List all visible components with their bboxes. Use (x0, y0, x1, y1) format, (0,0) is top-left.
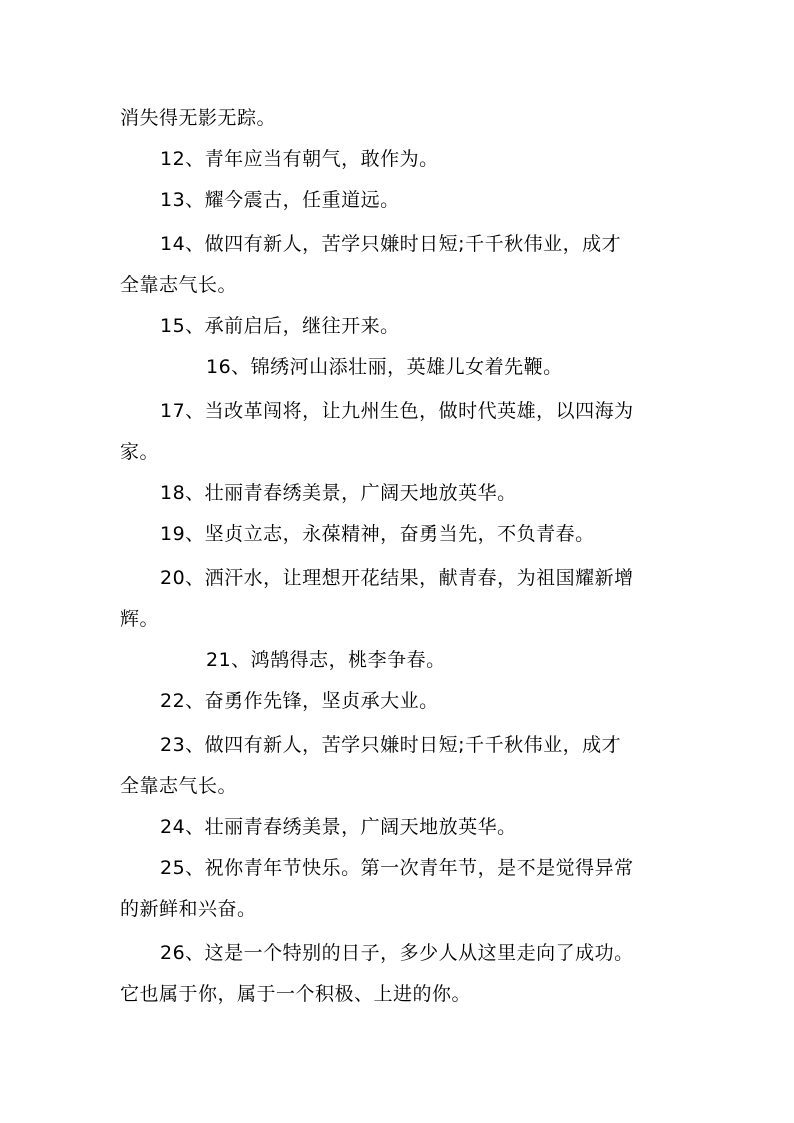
text-line: 13、耀今震古，任重道远。 (160, 189, 400, 211)
text-line: 23、做四有新人，苦学只嫌时日短;千千秋伟业，成才 (160, 734, 622, 756)
text-line: 消失得无影无踪。 (120, 107, 277, 129)
text-line: 的新鲜和兴奋。 (120, 898, 257, 920)
text-line: 辉。 (120, 608, 160, 630)
text-line: 26、这是一个特别的日子，多少人从这里走向了成功。 (160, 942, 634, 964)
text-line: 16、锦绣河山添壮丽，英雄儿女着先鞭。 (206, 356, 563, 378)
text-line: 家。 (120, 441, 160, 463)
text-line: 21、鸿鹄得志，桃李争春。 (206, 649, 446, 671)
text-line: 19、坚贞立志，永葆精神，奋勇当先，不负青春。 (160, 523, 595, 545)
text-line: 全靠志气长。 (120, 775, 238, 797)
text-line: 17、当改革闯将，让九州生色，做时代英雄，以四海为 (160, 400, 634, 422)
text-line: 它也属于你，属于一个积极、上进的你。 (120, 983, 472, 1005)
text-line: 20、洒汗水，让理想开花结果，献青春，为祖国耀新增 (160, 567, 634, 589)
text-line: 22、奋勇作先锋，坚贞承大业。 (160, 690, 439, 712)
text-line: 25、祝你青年节快乐。第一次青年节，是不是觉得异常 (160, 857, 634, 879)
text-line: 12、青年应当有朝气，敢作为。 (160, 148, 439, 170)
text-line: 全靠志气长。 (120, 274, 238, 296)
text-line: 24、壮丽青春绣美景，广阔天地放英华。 (160, 816, 517, 838)
text-line: 18、壮丽青春绣美景，广阔天地放英华。 (160, 482, 517, 504)
text-line: 14、做四有新人，苦学只嫌时日短;千千秋伟业，成才 (160, 233, 622, 255)
text-line: 15、承前启后，继往开来。 (160, 315, 400, 337)
